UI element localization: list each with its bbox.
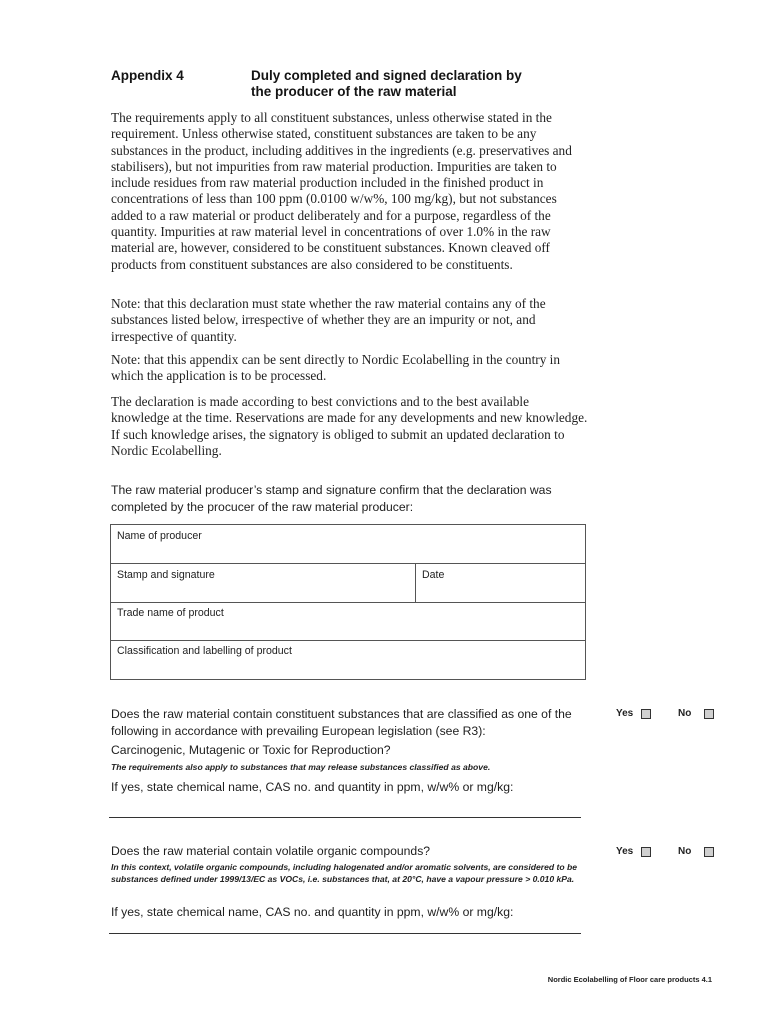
trade-name-field[interactable] (110, 602, 586, 641)
q1-yes-label: Yes (616, 708, 634, 719)
q2-yes-checkbox[interactable] (641, 847, 651, 857)
declaration-paragraph: The declaration is made according to best convictions and to the best available knowledge at the time. Reservations are made for any developments and new knowledge. If such knowledge arises, the signatory is obliged to submit an updated declaration to Nordic Ecolabelling. (111, 394, 588, 458)
q2-note: In this context, volatile organic compounds, including halogenated and/or aromatic solvents, are considered to be substances defined under 1999/13/EC as VOCs, i.e. substances that, at 20°C, have a vapour pressure > 0.010 kPa. (111, 862, 578, 884)
page-footer: Nordic Ecolabelling of Floor care products 4.1 (547, 975, 712, 984)
q2-answer-line[interactable] (109, 933, 581, 934)
date-label: Date (422, 569, 445, 581)
requirements-paragraph: The requirements apply to all constituent substances, unless otherwise stated in the requirement. Unless otherwise stated, constituent substances are taken to be any substances in the product, including additives in the ingredients (e.g. preservatives and stabilisers), but not impurities from raw material production. Impurities are taken to include residues from raw material production included in the finished product in concentrations of less than 100 ppm (0.0100 w/w%, 100 mg/kg), but not substances added to a raw material or product deliberately and for a purpose, regardless of the quantity. Impurities at raw material level in concentrations of over 1.0% in the raw material are, however, considered to be constituent substances. Known cleaved off products from constituent substances are also considered to be constituents. (111, 110, 572, 272)
name-of-producer-field[interactable] (110, 524, 586, 564)
confirmation-text: The raw material producer’s stamp and signature confirm that the declaration was completed by the procucer of the raw material producer: (111, 483, 552, 514)
stamp-and-signature-field[interactable] (110, 563, 416, 603)
q2-no-checkbox[interactable] (704, 847, 714, 857)
q1-category: Carcinogenic, Mutagenic or Toxic for Reproduction? (111, 743, 391, 757)
q2-question: Does the raw material contain volatile organic compounds? (111, 844, 431, 858)
appendix-label: Appendix 4 (111, 68, 184, 83)
name-of-producer-label: Name of producer (117, 530, 202, 542)
q2-yes-label: Yes (616, 846, 634, 857)
q1-note: The requirements also apply to substances that may release substances classified as above. (111, 762, 491, 772)
q1-question: Does the raw material contain constituent substances that are classified as one of the following in accordance with prevailing European legislation (see R3): (111, 707, 572, 738)
q2-if-yes-text: If yes, state chemical name, CAS no. and quantity in ppm, w/w% or mg/kg: (111, 905, 514, 919)
q1-answer-line[interactable] (109, 817, 581, 818)
q2-no-label: No (678, 846, 692, 857)
q1-yes-checkbox[interactable] (641, 709, 651, 719)
date-field[interactable] (415, 563, 586, 603)
classification-label: Classification and labelling of product (117, 645, 292, 657)
q1-if-yes-text: If yes, state chemical name, CAS no. and quantity in ppm, w/w% or mg/kg: (111, 780, 514, 794)
page-title-line-1: Duly completed and signed declaration by (251, 68, 522, 83)
page-title-line-2: the producer of the raw material (251, 84, 457, 99)
note-appendix-paragraph: Note: that this appendix can be sent directly to Nordic Ecolabelling in the country in which the application is to be processed. (111, 352, 561, 384)
q1-no-label: No (678, 708, 692, 719)
note-declaration-paragraph: Note: that this declaration must state whether the raw material contains any of the substances listed below, irrespective of whether they are an impurity or not, and irrespective of quantity. (111, 296, 546, 344)
classification-field[interactable] (110, 640, 586, 680)
q1-no-checkbox[interactable] (704, 709, 714, 719)
stamp-and-signature-label: Stamp and signature (117, 569, 215, 581)
trade-name-label: Trade name of product (117, 607, 224, 619)
page-title (251, 68, 611, 100)
